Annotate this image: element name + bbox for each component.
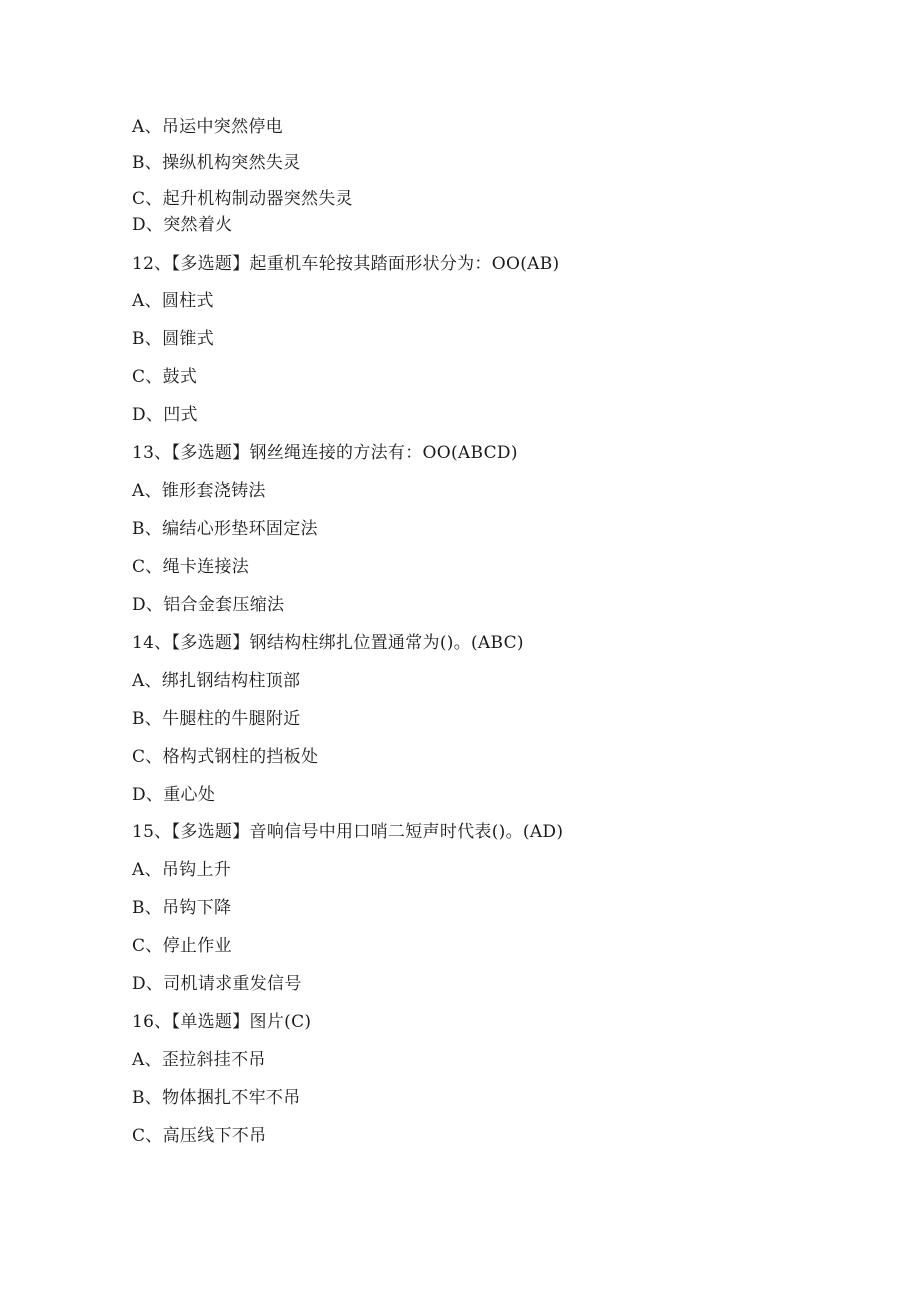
option-line: C、格构式钢柱的挡板处 <box>132 747 319 767</box>
question-line: 14、【多选题】钢结构柱绑扎位置通常为()。(ABC) <box>132 633 524 653</box>
option-line: A、圆柱式 <box>132 291 214 311</box>
option-line: A、歪拉斜挂不吊 <box>132 1050 266 1070</box>
option-line: A、吊运中突然停电 <box>132 117 283 137</box>
option-line: B、牛腿柱的牛腿附近 <box>132 709 301 729</box>
option-line: C、鼓式 <box>132 367 198 387</box>
option-line: C、高压线下不吊 <box>132 1126 267 1146</box>
option-line: D、铝合金套压缩法 <box>132 595 285 615</box>
option-line: A、绑扎钢结构柱顶部 <box>132 671 301 691</box>
option-line: D、重心处 <box>132 785 216 805</box>
option-line: B、圆锥式 <box>132 329 214 349</box>
option-line: D、凹式 <box>132 405 198 425</box>
option-line: B、操纵机构突然失灵 <box>132 153 301 173</box>
option-line: C、停止作业 <box>132 936 232 956</box>
question-line: 12、【多选题】起重机车轮按其踏面形状分为：OO(AB) <box>132 254 560 274</box>
option-line: B、编结心形垫环固定法 <box>132 519 318 539</box>
question-line: 16、【单选题】图片(C) <box>132 1012 312 1032</box>
option-line: C、起升机构制动器突然失灵 <box>132 189 353 209</box>
question-line: 15、【多选题】音响信号中用口哨二短声时代表()。(AD) <box>132 822 564 842</box>
option-line: C、绳卡连接法 <box>132 557 250 577</box>
question-line: 13、【多选题】钢丝绳连接的方法有：OO(ABCD) <box>132 443 518 463</box>
option-line: D、司机请求重发信号 <box>132 974 302 994</box>
option-line: A、锥形套浇铸法 <box>132 481 266 501</box>
option-line: A、吊钩上升 <box>132 860 232 880</box>
option-line: B、吊钩下降 <box>132 898 232 918</box>
option-line: B、物体捆扎不牢不吊 <box>132 1088 301 1108</box>
option-line: D、突然着火 <box>132 215 233 235</box>
